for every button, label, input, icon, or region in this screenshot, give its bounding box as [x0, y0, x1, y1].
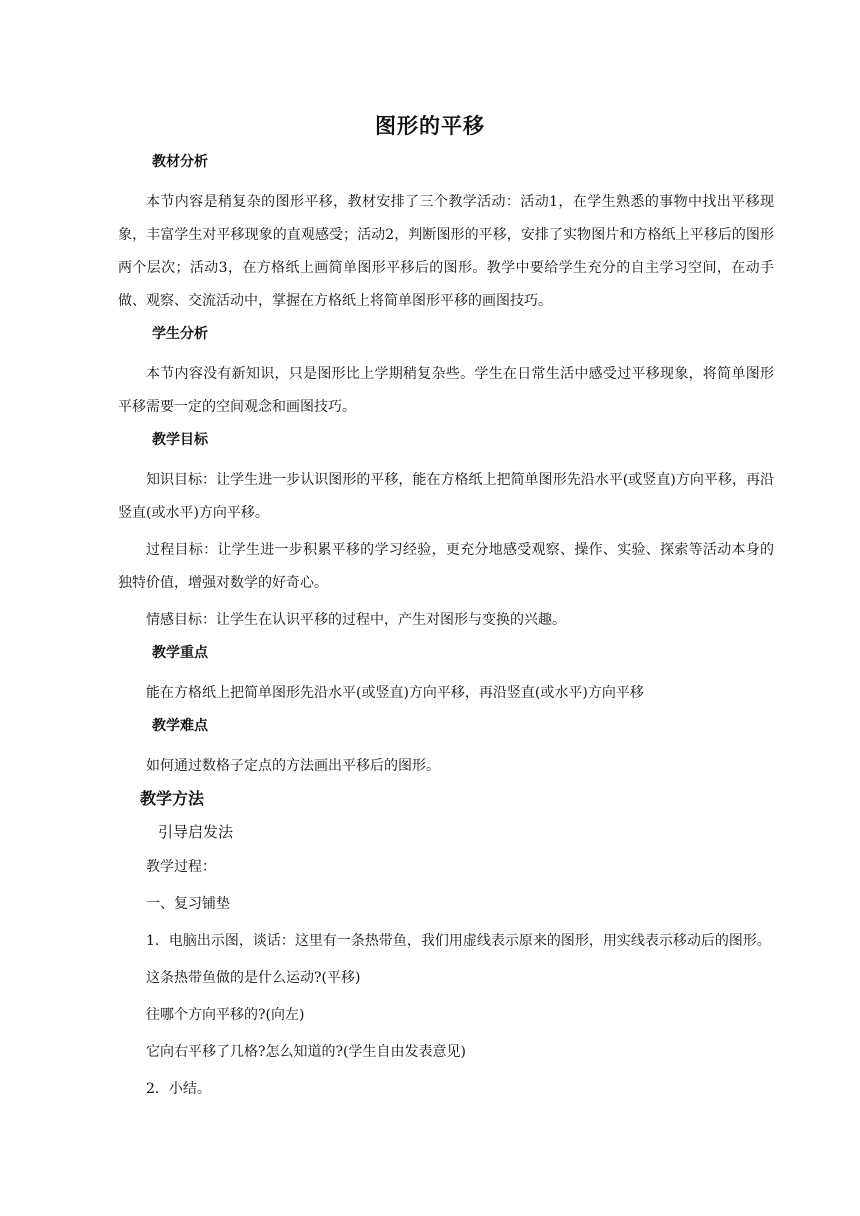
question-distance: 它向右平移了几格?怎么知道的?(学生自由发表意见): [146, 1044, 466, 1060]
paragraph-summary: 2．小结。: [146, 1081, 211, 1097]
paragraph-material-analysis: 本节内容是稍复杂的图形平移，教材安排了三个教学活动：活动1，在学生熟悉的事物中找出平移现象，丰富学生对平移现象的直观感受；活动2，判断图形的平移，安排了实物图片和方格纸上平移后的图形两个层次；活动3，在方格纸上画简单图形平移后的图形。教学中要给学生充分的自主学习空间，在动手做、观察、交流活动中，掌握在方格纸上将简单图形平移的画图技巧。: [118, 194, 774, 309]
document-body: [118, 152, 774, 1110]
paragraph-student-analysis: 本节内容没有新知识，只是图形比上学期稍复杂些。学生在日常生活中感受过平移现象，将简单图形平移需要一定的空间观念和画图技巧。: [118, 366, 774, 415]
paragraph-step-1: 1．电脑出示图，谈话：这里有一条热带鱼，我们用虚线表示原来的图形，用实线表示移动后的图形。: [146, 933, 771, 949]
document-title: 图形的平移: [375, 113, 485, 138]
heading-student-analysis: 学生分析: [152, 326, 208, 342]
paragraph-emotion-goal: 情感目标：让学生在认识平移的过程中，产生对图形与变换的兴趣。: [146, 612, 566, 628]
paragraph-teaching-difficulty: 如何通过数格子定点的方法画出平移后的图形。: [146, 758, 440, 774]
paragraph-teaching-key: 能在方格纸上把简单图形先沿水平(或竖直)方向平移，再沿竖直(或水平)方向平移: [146, 685, 644, 701]
heading-material-analysis: 教材分析: [152, 154, 208, 170]
heading-teaching-key: 教学重点: [152, 645, 208, 661]
label-teaching-process: 教学过程：: [146, 859, 216, 875]
paragraph-teaching-method: 引导启发法: [158, 823, 234, 841]
question-motion: 这条热带鱼做的是什么运动?(平移): [146, 970, 361, 986]
heading-teaching-difficulty: 教学难点: [152, 718, 208, 734]
paragraph-knowledge-goal: 知识目标：让学生进一步认识图形的平移，能在方格纸上把简单图形先沿水平(或竖直)方向平移，再沿竖直(或水平)方向平移。: [118, 472, 774, 521]
heading-teaching-goals: 教学目标: [152, 432, 208, 448]
step-review: 一、复习铺垫: [146, 896, 230, 912]
question-direction: 往哪个方向平移的?(向左): [146, 1007, 305, 1023]
paragraph-process-goal: 过程目标：让学生进一步积累平移的学习经验，更充分地感受观察、操作、实验、探索等活动本身的独特价值，增强对数学的好奇心。: [118, 542, 774, 591]
heading-teaching-method: 教学方法: [140, 789, 205, 808]
